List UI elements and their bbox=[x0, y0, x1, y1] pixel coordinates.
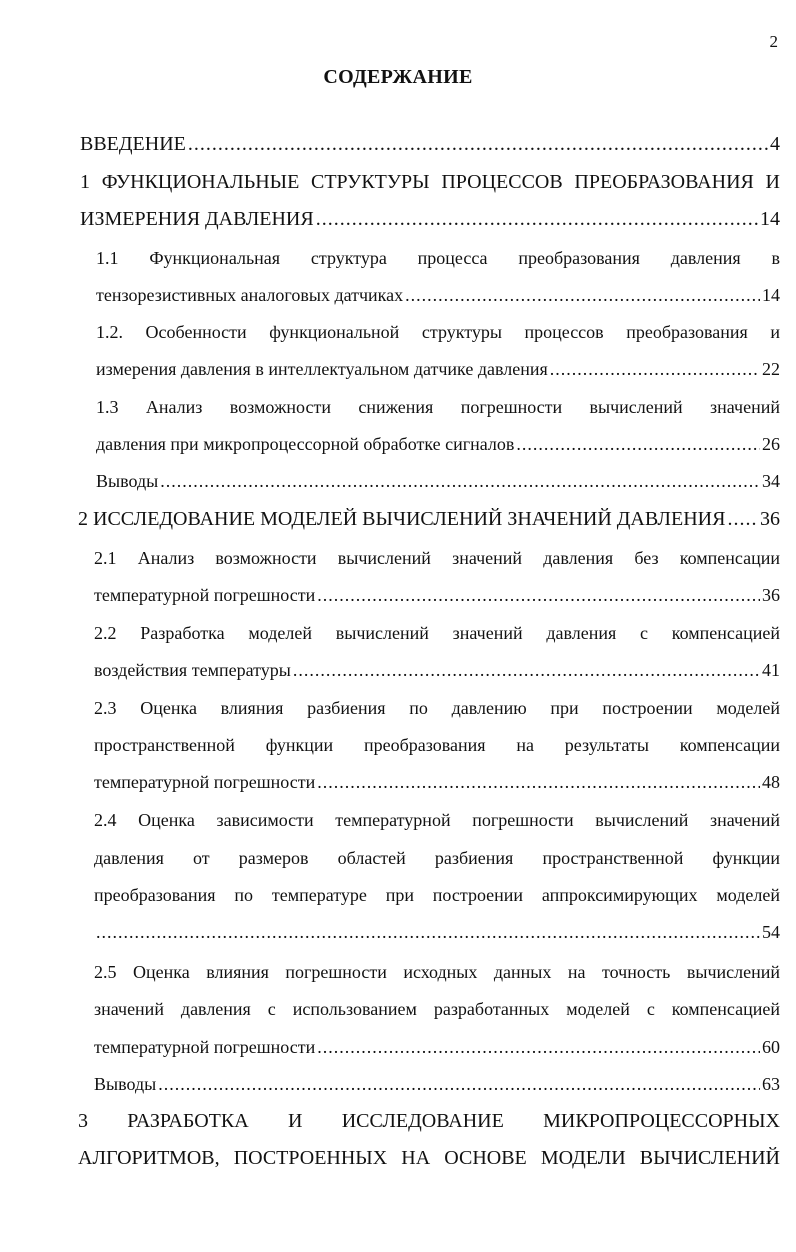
toc-page-number: 63 bbox=[762, 1074, 780, 1094]
toc-page-number: 60 bbox=[762, 1037, 780, 1057]
toc-entry-text: 3 РАЗРАБОТКА И ИССЛЕДОВАНИЕ МИКРОПРОЦЕССОРНЫХ bbox=[78, 1110, 780, 1132]
toc-entry-2-1-line-2[interactable] bbox=[94, 585, 780, 606]
toc-entry-2-3-line-3[interactable] bbox=[94, 772, 780, 793]
toc-entry-2-2-line-1[interactable] bbox=[94, 623, 780, 644]
toc-entry-text: Выводы bbox=[94, 1074, 157, 1094]
toc-entry-2-5-line-3[interactable] bbox=[94, 1037, 780, 1058]
toc-entry-text: пространственной функции преобразования на результаты компенсации bbox=[94, 735, 780, 755]
toc-entry-introduction[interactable] bbox=[80, 133, 780, 156]
toc-entry-text: 1.2. Особенности функциональной структуры процессов преобразования и bbox=[96, 322, 780, 342]
toc-page-number: 36 bbox=[760, 508, 780, 530]
toc-entry-2-4-line-3[interactable] bbox=[94, 885, 780, 906]
leader-dots bbox=[317, 1037, 760, 1058]
toc-entry-chapter-3-line-2[interactable] bbox=[78, 1147, 780, 1170]
toc-page-number: 14 bbox=[762, 285, 780, 305]
toc-entry-text: тензорезистивных аналоговых датчиках bbox=[96, 285, 404, 305]
leader-dots bbox=[96, 922, 760, 943]
toc-entry-chapter-2[interactable] bbox=[78, 508, 780, 531]
toc-entry-chapter-1-line-1[interactable] bbox=[80, 171, 780, 194]
toc-entry-text: значений давления с использованием разработанных моделей с компенсацией bbox=[94, 999, 780, 1019]
toc-entry-text: 2.3 Оценка влияния разбиения по давлению при построении моделей bbox=[94, 698, 780, 718]
toc-entry-text: 2 ИССЛЕДОВАНИЕ МОДЕЛЕЙ ВЫЧИСЛЕНИЙ ЗНАЧЕНИЙ ДАВЛЕНИЯ bbox=[78, 508, 726, 530]
toc-entry-text: Выводы bbox=[96, 471, 159, 491]
toc-page-number: 34 bbox=[762, 471, 780, 491]
toc-entry-text: температурной погрешности bbox=[94, 585, 316, 605]
toc-entry-text: давления при микропроцессорной обработке сигналов bbox=[96, 434, 515, 454]
leader-dots bbox=[293, 660, 760, 681]
toc-entry-text: АЛГОРИТМОВ, ПОСТРОЕННЫХ НА ОСНОВЕ МОДЕЛИ ВЫЧИСЛЕНИЙ bbox=[78, 1147, 780, 1169]
leader-dots bbox=[727, 508, 758, 531]
toc-entry-chapter-3-line-1[interactable] bbox=[78, 1110, 780, 1133]
toc-entry-2-5-line-1[interactable] bbox=[94, 962, 780, 983]
toc-entry-text: давления от размеров областей разбиения пространственной функции bbox=[94, 848, 780, 868]
toc-page-number: 41 bbox=[762, 660, 780, 680]
toc-entry-conclusions-2[interactable] bbox=[94, 1074, 780, 1095]
toc-page-number: 14 bbox=[760, 208, 780, 230]
toc-entry-text: преобразования по температуре при построении аппроксимирующих моделей bbox=[94, 885, 780, 905]
leader-dots bbox=[160, 471, 760, 492]
toc-entry-text: 1.1 Функциональная структура процесса преобразования давления в bbox=[96, 248, 780, 268]
toc-entry-text: температурной погрешности bbox=[94, 772, 316, 792]
toc-page-number: 4 bbox=[770, 133, 780, 155]
toc-entry-1-3-line-1[interactable] bbox=[96, 397, 780, 418]
toc-entry-1-2-line-1[interactable] bbox=[96, 322, 780, 343]
page-title: СОДЕРЖАНИЕ bbox=[323, 66, 473, 88]
toc-entry-text: 2.5 Оценка влияния погрешности исходных данных на точность вычислений bbox=[94, 962, 780, 982]
toc-entry-2-3-line-1[interactable] bbox=[94, 698, 780, 719]
toc-entry-1-1-line-2[interactable] bbox=[96, 285, 780, 306]
toc-entry-2-1-line-1[interactable] bbox=[94, 548, 780, 569]
toc-page-number: 54 bbox=[762, 922, 780, 942]
leader-dots bbox=[317, 772, 760, 793]
toc-entry-2-3-line-2[interactable] bbox=[94, 735, 780, 756]
toc-entry-text: ИЗМЕРЕНИЯ ДАВЛЕНИЯ bbox=[80, 208, 314, 230]
toc-page-number: 26 bbox=[762, 434, 780, 454]
toc-entry-chapter-1-line-2[interactable] bbox=[80, 208, 780, 231]
toc-entry-text: 1 ФУНКЦИОНАЛЬНЫЕ СТРУКТУРЫ ПРОЦЕССОВ ПРЕОБРАЗОВАНИЯ И bbox=[80, 171, 780, 193]
toc-entry-1-3-line-2[interactable] bbox=[96, 434, 780, 455]
leader-dots bbox=[405, 285, 760, 306]
leader-dots bbox=[516, 434, 760, 455]
toc-entry-text: измерения давления в интеллектуальном датчике давления bbox=[96, 359, 548, 379]
toc-entry-1-2-line-2[interactable] bbox=[96, 359, 780, 380]
toc-page-number: 36 bbox=[762, 585, 780, 605]
toc-entry-2-4-line-4[interactable] bbox=[94, 922, 780, 943]
toc-entry-text: 2.1 Анализ возможности вычислений значений давления без компенсации bbox=[94, 548, 780, 568]
toc-page-number: 48 bbox=[762, 772, 780, 792]
toc-entry-2-4-line-2[interactable] bbox=[94, 848, 780, 869]
toc-entry-2-4-line-1[interactable] bbox=[94, 810, 780, 831]
leader-dots bbox=[316, 208, 758, 231]
page-number: 2 bbox=[769, 32, 778, 51]
toc-entry-text: ВВЕДЕНИЕ bbox=[80, 133, 186, 155]
leader-dots bbox=[550, 359, 760, 380]
toc-entry-text: 1.3 Анализ возможности снижения погрешности вычислений значений bbox=[96, 397, 780, 417]
toc-page-number: 22 bbox=[762, 359, 780, 379]
leader-dots bbox=[188, 133, 768, 156]
toc-entry-text: 2.2 Разработка моделей вычислений значений давления с компенсацией bbox=[94, 623, 780, 643]
toc-entry-2-5-line-2[interactable] bbox=[94, 999, 780, 1020]
leader-dots bbox=[317, 585, 760, 606]
toc-entry-conclusions-1[interactable] bbox=[96, 471, 780, 492]
toc-entry-1-1-line-1[interactable] bbox=[96, 248, 780, 269]
toc-entry-2-2-line-2[interactable] bbox=[94, 660, 780, 681]
toc-entry-text: воздействия температуры bbox=[94, 660, 291, 680]
toc-entry-text: 2.4 Оценка зависимости температурной погрешности вычислений значений bbox=[94, 810, 780, 830]
leader-dots bbox=[158, 1074, 760, 1095]
toc-entry-text: температурной погрешности bbox=[94, 1037, 316, 1057]
